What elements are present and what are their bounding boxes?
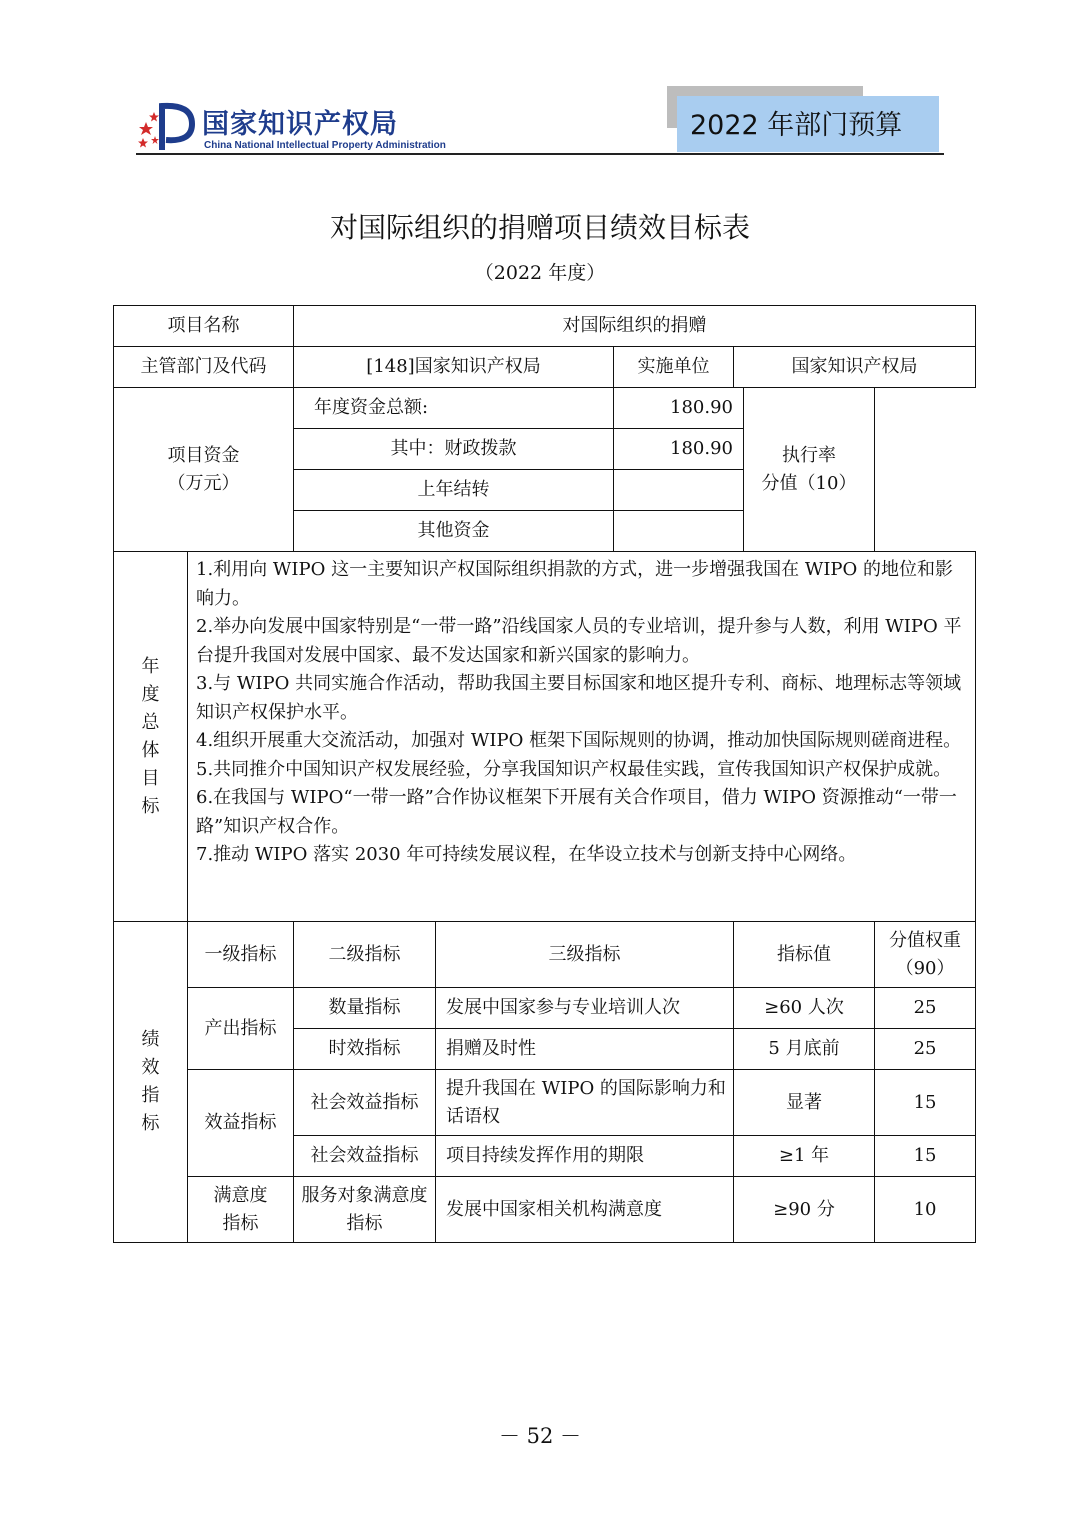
group-satisfaction-cell: [188, 1177, 294, 1243]
row-weight: 15: [875, 1136, 976, 1177]
page-title: 对国际组织的捐赠项目绩效目标表: [329, 211, 750, 244]
project-name-label: 项目名称: [114, 306, 294, 347]
project-name-value: 对国际组织的捐赠: [294, 306, 976, 347]
goals-label-char: 标: [141, 795, 160, 817]
funds-total-value: 180.90: [614, 388, 744, 429]
group-output: 产出指标: [188, 988, 294, 1070]
header-weight-cell: [875, 922, 976, 988]
org-logo: [136, 100, 446, 154]
funds-other-label: 其他资金: [294, 511, 614, 552]
row-level2: 社会效益指标: [294, 1136, 436, 1177]
row-level2: 服务对象满意度指标: [294, 1177, 436, 1243]
perf-label-cell: [114, 922, 188, 1243]
funds-fiscal-value: 180.90: [614, 429, 744, 470]
funds-total-label: 年度资金总额:: [294, 388, 614, 429]
row-level2: 社会效益指标: [294, 1070, 436, 1136]
goal-item: 4.组织开展重大交流活动，加强对 WIPO 框架下国际规则的协调，推动加快国际规则磋商进程。: [196, 730, 962, 751]
row-level3: 项目持续发挥作用的期限: [436, 1136, 734, 1177]
exec-rate-score: 分值（10）: [761, 472, 857, 494]
funds-carry-value: [614, 470, 744, 511]
row-weight: 15: [875, 1070, 976, 1136]
table-row: [114, 988, 976, 1029]
impl-value: 国家知识产权局: [734, 347, 976, 388]
group-benefit: 效益指标: [188, 1070, 294, 1177]
row-weight: 25: [875, 988, 976, 1029]
row-level2: 时效指标: [294, 1029, 436, 1070]
page-subtitle: （2022 年度）: [474, 262, 606, 284]
org-name-en: China National Intellectual Property Administration: [204, 140, 446, 151]
row-project-name: [114, 306, 976, 347]
table-row: [114, 1177, 976, 1243]
perf-label-char: 效: [141, 1057, 160, 1078]
goals-content: [188, 552, 976, 922]
performance-goal-table: [113, 305, 976, 1243]
dept-label: 主管部门及代码: [114, 347, 294, 388]
funds-label-cell: [114, 388, 294, 552]
exec-rate-cell: [744, 388, 875, 552]
header-value: 指标值: [734, 922, 875, 988]
page-number: － 52 －: [498, 1424, 582, 1448]
row-level2: 数量指标: [294, 988, 436, 1029]
goal-item: 2.举办向发展中国家特别是“一带一路”沿线国家人员的专业培训，提升参与人数，利用 WIPO 平台提升我国对发展中国家、最不发达国家和新兴国家的影响力。: [196, 616, 962, 666]
row-value: 显著: [734, 1070, 875, 1136]
row-value: ≥90 分: [734, 1177, 875, 1243]
exec-rate-label: 执行率: [782, 444, 836, 466]
goals-label-char: 体: [141, 739, 160, 761]
row-value: ≥1 年: [734, 1136, 875, 1177]
impl-label: 实施单位: [614, 347, 734, 388]
row-annual-goals: [114, 552, 976, 922]
table-row: [114, 1070, 976, 1136]
row-level3: 捐赠及时性: [436, 1029, 734, 1070]
row-level3: 提升我国在 WIPO 的国际影响力和话语权: [436, 1070, 734, 1136]
row-weight: 10: [875, 1177, 976, 1243]
goal-item: 6.在我国与 WIPO“一带一路”合作协议框架下开展有关合作项目，借力 WIPO 资源推动“一带一路”知识产权合作。: [196, 787, 957, 837]
org-name-cn: 国家知识产权局: [202, 109, 398, 140]
logo-emblem-icon: [136, 100, 198, 154]
row-weight: 25: [875, 1029, 976, 1070]
perf-label-char: 绩: [141, 1029, 160, 1050]
row-funds-total: [114, 388, 976, 429]
header-level1: 一级指标: [188, 922, 294, 988]
group-satisfaction: 指标: [222, 1212, 259, 1234]
header-year-text: 2022 年部门预算: [690, 110, 903, 141]
funds-carry-label: 上年结转: [294, 470, 614, 511]
header-divider: [136, 153, 944, 155]
row-perf-headers: [114, 922, 976, 988]
row-value: ≥60 人次: [734, 988, 875, 1029]
goals-label-char: 目: [141, 767, 160, 789]
group-satisfaction: 满意度: [213, 1184, 268, 1206]
perf-label-char: 指: [141, 1085, 160, 1106]
funds-fiscal-label: 其中：财政拨款: [294, 429, 614, 470]
header-weight-total: （90）: [895, 957, 955, 979]
goal-item: 1.利用向 WIPO 这一主要知识产权国际组织捐款的方式，进一步增强我国在 WIPO 的地位和影响力。: [196, 559, 954, 609]
funds-unit: （万元）: [167, 472, 240, 494]
header-level3: 三级指标: [436, 922, 734, 988]
goals-label-cell: [114, 552, 188, 922]
perf-label-char: 标: [141, 1113, 160, 1134]
goal-item: 7.推动 WIPO 落实 2030 年可持续发展议程，在华设立技术与创新支持中心网络。: [196, 844, 857, 865]
dept-value: [148]国家知识产权局: [294, 347, 614, 388]
row-value: 5 月底前: [734, 1029, 875, 1070]
header-level2: 二级指标: [294, 922, 436, 988]
row-level3: 发展中国家相关机构满意度: [436, 1177, 734, 1243]
header-weight: 分值权重: [889, 929, 962, 951]
row-department: [114, 347, 976, 388]
funds-other-value: [614, 511, 744, 552]
goals-label-char: 度: [141, 683, 160, 705]
goal-item: 3.与 WIPO 共同实施合作活动，帮助我国主要目标国家和地区提升专利、商标、地理标志等领域知识产权保护水平。: [196, 673, 962, 723]
funds-label: 项目资金: [167, 444, 240, 466]
goal-item: 5.共同推介中国知识产权发展经验，分享我国知识产权最佳实践，宣传我国知识产权保护成就。: [196, 758, 952, 780]
goals-label-char: 年: [141, 655, 160, 677]
goals-label-char: 总: [141, 711, 160, 733]
row-level3: 发展中国家参与专业培训人次: [436, 988, 734, 1029]
